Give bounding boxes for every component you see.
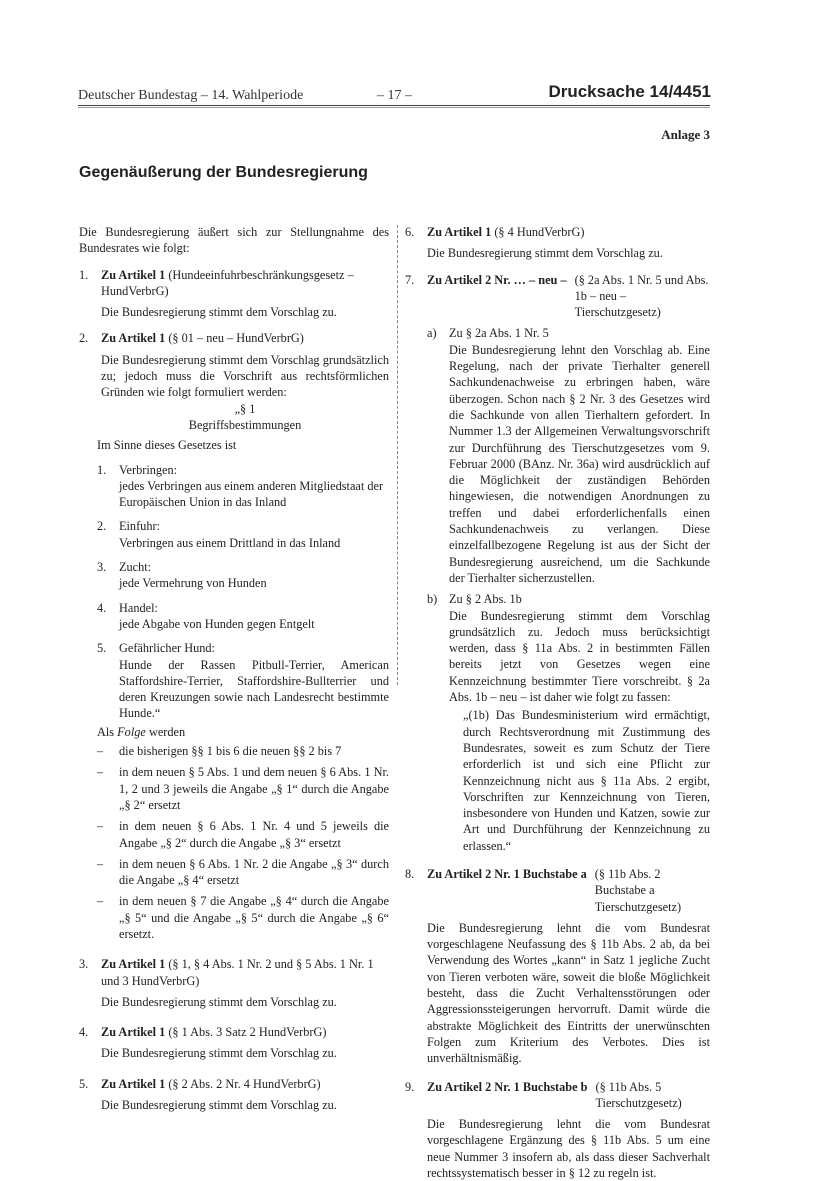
sub-label: b) — [427, 592, 438, 607]
dash-text: in dem neuen § 6 Abs. 1 Nr. 4 und 5 jeweils die Angabe „§ 2“ durch die Angabe „§ 3“ ersetzt — [119, 819, 389, 850]
dash-item: – die bisherigen §§ 1 bis 6 die neuen §§ 2 bis 7 — [97, 743, 389, 759]
item-heading: Zu Artikel 2 Nr. 1 Buchstabe a — [427, 866, 587, 881]
definition-text: jede Abgabe von Hunden gegen Entgelt — [119, 616, 315, 631]
paragraph-title: Begriffsbestimmungen — [188, 417, 302, 432]
item-heading: Zu Artikel 1 — [101, 1025, 166, 1040]
item-body: Die Bundesregierung stimmt dem Vorschlag zu. — [101, 1098, 337, 1113]
item-body: Die Bundesregierung lehnt die vom Bundesrat vorgeschlagene Neufassung des § 11b Abs. 2 ab, da bei Verwendung des Wortes „kann“ in Satz 1 jegliche Zucht von Tieren verboten wäre, soweit die bloße Möglichkeit besteht, dass die Zucht Verhaltensstörungen oder Aggressionssteigerungen hervorruft. Damit würde die abstrakte Möglichkeit des Eintritts der unerwünschten Folgen zum Kriterium des Verbotes. Dies ist unverhältnismäßig. — [427, 920, 710, 1066]
sub-body: Die Bundesregierung stimmt dem Vorschlag grundsätzlich zu. Jedoch muss berücksichtigt werden, dass § 11a Abs. 2 in bestimmten Fällen bereits jetzt von Gesetzes wegen eine Kennzeichnung bestimmter Tiere vorschreibt. § 2a Abs. 1b – neu – ist daher wie folgt zu fassen: — [449, 608, 710, 705]
sub-label: a) — [427, 326, 437, 341]
left-column — [79, 224, 389, 1113]
paragraph-symbol: „§ 1 — [234, 401, 256, 416]
item-reference: (§ 11b Abs. 2 Buchstabe a Tierschutzgesetz) — [594, 866, 682, 914]
item-4 — [79, 1024, 389, 1062]
dash-text: in dem neuen § 5 Abs. 1 und dem neuen § 6 Abs. 1 Nr. 1, 2 und 3 jeweils die Angabe „§ 1“ durch die Angabe „§ 2“ ersetzt — [119, 765, 389, 812]
item-reference: (§ 4 HundVerbrG) — [494, 225, 585, 239]
dash-text: die bisherigen §§ 1 bis 6 die neuen §§ 2 bis 7 — [119, 744, 342, 759]
definition-number: 3. — [97, 560, 107, 575]
definition-item — [97, 600, 389, 633]
page-title: Gegenäußerung der Bundesregierung — [79, 164, 368, 181]
definition-text: jedes Verbringen aus einem anderen Mitgliedstaat der Europäischen Union in das Inland — [119, 478, 384, 510]
item-number: 2. — [79, 331, 89, 346]
item-reference: (§ 2a Abs. 1 Nr. 5 und Abs. 1b – neu – Tierschutzgesetz) — [574, 272, 709, 320]
item-7 — [405, 272, 710, 854]
dash-text: in dem neuen § 7 die Angabe „§ 4“ durch die Angabe „§ 5“ und die Angabe „§ 5“ durch die Angabe „§ 6“ ersetzt. — [119, 894, 389, 941]
item-heading: Zu Artikel 2 Nr. … – neu – — [427, 272, 567, 287]
item-heading: Zu Artikel 1 — [101, 331, 166, 346]
dash-list — [97, 743, 389, 942]
item-body: Die Bundesregierung stimmt dem Vorschlag zu. — [427, 246, 663, 261]
item-2 — [79, 330, 389, 433]
item-number: 3. — [79, 957, 89, 972]
quoted-provision: „(1b) Das Bundesministerium wird ermächtigt, durch Rechtsverordnung mit Zustimmung des Bundesrates, soweit es zum Schutz der Tiere erforderlich ist und sich eine Pflicht zur Kennzeichnung nicht aus § 11a Abs. 2 ergibt, Vorschriften zur Kennzeichnung von Tieren, insbesondere von Hunden und Katzen, sowie zur Art und Durchführung der Kennzeichnung zu erlassen.“ — [463, 708, 710, 853]
item-body: Die Bundesregierung stimmt dem Vorschlag zu. — [101, 1046, 337, 1061]
definition-text: Verbringen aus einem Drittland in das Inland — [119, 535, 341, 550]
dash-item: – in dem neuen § 6 Abs. 1 Nr. 4 und 5 jeweils die Angabe „§ 2“ durch die Angabe „§ 3“ ersetzt — [97, 819, 389, 850]
header-rule — [78, 105, 710, 106]
dash-item: – in dem neuen § 7 die Angabe „§ 4“ durch die Angabe „§ 5“ und die Angabe „§ 5“ durch die Angabe „§ 6“ ersetzt. — [97, 894, 389, 941]
definition-number: 4. — [97, 600, 107, 615]
definition-text: Hunde der Rassen Pitbull-Terrier, American Staffordshire-Terrier, Staffordshire-Bullterrier und deren Kreuzungen sowie nach Landesrecht bestimmte Hunde.“ — [119, 657, 389, 721]
item-body: Die Bundesregierung lehnt die vom Bundesrat vorgeschlagene Ergänzung des § 11b Abs. 5 um eine neue Nummer 3 insofern ab, als dass dieser Sachverhalt rechtssystematisch besser in § 12 zu regeln ist. — [427, 1117, 710, 1181]
item-9 — [405, 1079, 710, 1181]
definition-number: 5. — [97, 641, 107, 656]
item-8 — [405, 866, 710, 1067]
item-reference: (§ 1 Abs. 3 Satz 2 HundVerbrG) — [168, 1025, 327, 1040]
dash-item: – in dem neuen § 6 Abs. 1 Nr. 2 die Angabe „§ 3“ durch die Angabe „§ 4“ ersetzt — [97, 856, 389, 888]
definition-term: Handel: — [119, 600, 158, 615]
dash-item: – in dem neuen § 5 Abs. 1 und dem neuen § 6 Abs. 1 Nr. 1, 2 und 3 jeweils die Angabe „§ 1“ durch die Angabe „§ 2“ ersetzt — [97, 765, 389, 812]
sub-heading: Zu § 2a Abs. 1 Nr. 5 — [449, 326, 549, 341]
header-left: Deutscher Bundestag – 14. Wahlperiode — [78, 88, 304, 103]
dash-text: in dem neuen § 6 Abs. 1 Nr. 2 die Angabe „§ 3“ durch die Angabe „§ 4“ ersetzt — [119, 856, 389, 888]
definitions-lead: Im Sinne dieses Gesetzes ist — [97, 438, 237, 453]
item-number: 8. — [405, 866, 415, 881]
folge-word: Folge — [117, 724, 146, 739]
folge-suffix: werden — [148, 724, 186, 739]
item-heading: Zu Artikel 1 — [427, 225, 492, 239]
definition-term: Gefährlicher Hund: — [119, 641, 215, 656]
item-reference: (§ 1, § 4 Abs. 1 Nr. 2 und § 5 Abs. 1 Nr. 1 und 3 HundVerbrG) — [101, 957, 374, 988]
folge-prefix: Als — [97, 724, 115, 739]
definition-term: Zucht: — [119, 560, 152, 575]
definition-item — [97, 559, 389, 592]
sub-body: Die Bundesregierung lehnt den Vorschlag ab. Eine Regelung, nach der private Tierhalter generell Sachkundenachweise zu erbringen haben, wäre überzogen. Schon nach § 2 Nr. 3 des Gesetzes wird die Sachkunde von allen Tierhaltern gefordert. In Nummer 1.3 der Allgemeinen Verwaltungsvorschrift zur Durchführung des Tierschutzgesetzes vom 9. Februar 2000 (BAnz. Nr. 36a) wird ausdrücklich auf die Möglichkeit der zuständigen Behörden hingewiesen, die notwendigen Anordnungen zu treffen und dabei erforderlichenfalls einen Sachkundenachweis zu verlangen. Diese einzelfallbezogene Regelung ist aus der Sicht der Bundesregierung ausreichend, um die Sachkunde der Tierhalter sicherzustellen. — [449, 342, 710, 585]
definition-number: 2. — [97, 519, 107, 534]
item-heading: Zu Artikel 1 — [101, 267, 166, 282]
item-3 — [79, 956, 389, 1010]
item-number: 5. — [79, 1076, 89, 1091]
page-number: – 17 – — [377, 88, 412, 103]
definition-number: 1. — [97, 462, 107, 477]
item-1 — [79, 267, 389, 321]
definition-term: Einfuhr: — [119, 519, 160, 534]
item-reference: (§ 01 – neu – HundVerbrG) — [168, 331, 304, 346]
definition-item — [97, 640, 389, 721]
item-heading: Zu Artikel 2 Nr. 1 Buchstabe b — [427, 1079, 588, 1094]
item-number: 1. — [79, 267, 89, 282]
item-number: 4. — [79, 1025, 89, 1040]
item-reference: (§ 11b Abs. 5 Tierschutzgesetz) — [595, 1079, 682, 1110]
definition-item — [97, 462, 389, 511]
item-number: 6. — [405, 225, 415, 239]
definitions-list — [97, 462, 389, 722]
item-body: Die Bundesregierung stimmt dem Vorschlag zu. — [101, 994, 337, 1009]
item-6 — [405, 224, 710, 262]
intro-text: Die Bundesregierung äußert sich zur Stellungnahme des Bundesrates wie folgt: — [79, 225, 389, 256]
definition-text: jede Vermehrung von Hunden — [119, 576, 267, 591]
item-reference: (Hundeeinfuhrbeschränkungsgesetz – HundVerbrG) — [101, 267, 354, 298]
folge-line — [97, 724, 389, 740]
anlage-label: Anlage 3 — [661, 127, 710, 142]
item-5 — [79, 1076, 389, 1114]
sub-item-a — [427, 325, 710, 586]
item-number: 9. — [405, 1079, 415, 1094]
definition-item — [97, 518, 389, 551]
right-column — [405, 224, 710, 1181]
column-divider — [397, 225, 398, 685]
item-reference: (§ 2 Abs. 2 Nr. 4 HundVerbrG) — [168, 1076, 321, 1091]
header-rule-thin — [78, 107, 710, 108]
item-number: 7. — [405, 272, 415, 287]
item-heading: Zu Artikel 1 — [101, 957, 166, 972]
drucksache-number: Drucksache 14/4451 — [548, 82, 711, 101]
item-body: Die Bundesregierung stimmt dem Vorschlag zu. — [101, 305, 337, 320]
definition-term: Verbringen: — [119, 462, 178, 477]
sub-heading: Zu § 2 Abs. 1b — [449, 592, 522, 607]
item-body: Die Bundesregierung stimmt dem Vorschlag grundsätzlich zu; jedoch muss die Vorschrift aus rechtsförmlichen Gründen wie folgt formuliert werden: — [101, 352, 389, 400]
sub-item-b — [427, 591, 710, 854]
item-heading: Zu Artikel 1 — [101, 1076, 166, 1091]
